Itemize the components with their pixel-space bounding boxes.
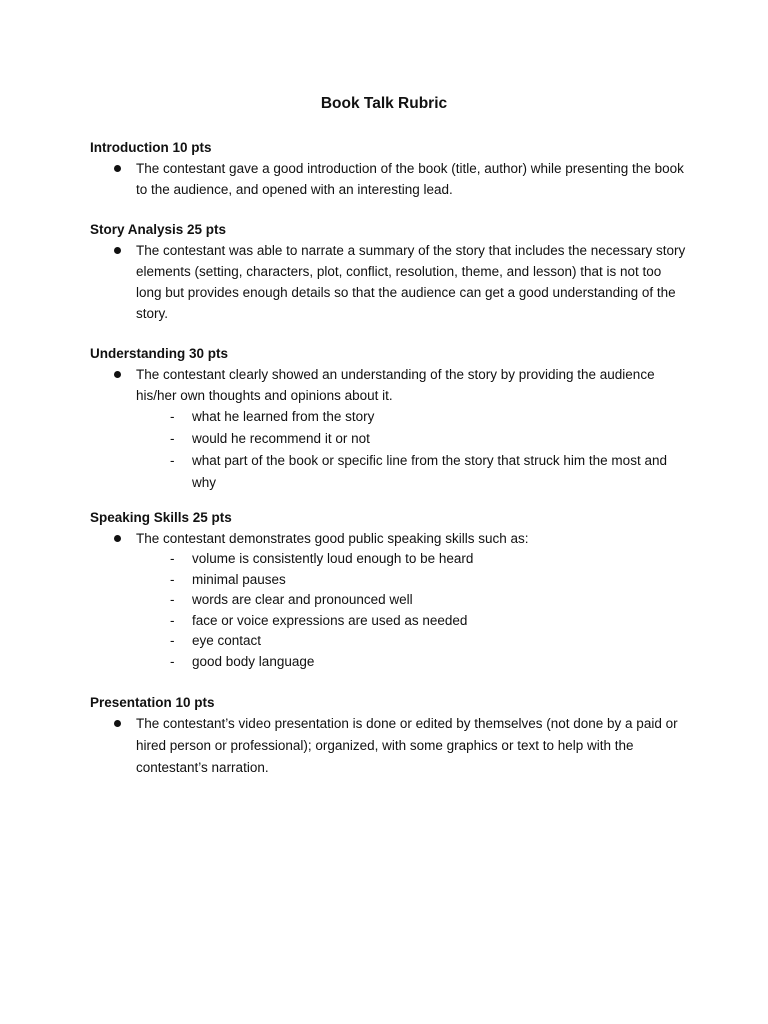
- section-bullet: [90, 528, 690, 549]
- bullet-text: The contestant was able to narrate a summary of the story that includes the necessary story elements (setting, characters, plot, conflict, resolution, theme, and lesson) that is not too long but provides enough details so that the audience can get a good understanding of the story.: [136, 243, 686, 321]
- dash-icon: -: [170, 612, 175, 628]
- dash-icon: -: [170, 409, 175, 424]
- sub-list: [90, 549, 690, 673]
- dash-icon: -: [170, 653, 175, 669]
- list-item: - would he recommend it or not: [90, 428, 690, 450]
- section-heading: Presentation 10 pts: [90, 695, 215, 710]
- dash-icon: -: [170, 571, 175, 587]
- section-bullet: [90, 364, 690, 406]
- dash-icon: -: [170, 453, 175, 468]
- list-item: - eye contact: [90, 631, 690, 652]
- section-heading: Introduction 10 pts: [90, 140, 212, 155]
- list-item: - minimal pauses: [90, 570, 690, 591]
- section-heading: Understanding 30 pts: [90, 346, 229, 361]
- section-bullet: [90, 713, 690, 779]
- dash-icon: -: [170, 431, 175, 446]
- section-heading: Story Analysis 25 pts: [90, 222, 227, 237]
- dash-icon: -: [170, 633, 175, 649]
- dash-icon: -: [170, 551, 175, 566]
- bullet-icon: [114, 720, 121, 727]
- section-understanding: [90, 344, 690, 494]
- section-presentation: [90, 693, 690, 779]
- section-speaking-skills: [90, 508, 690, 673]
- list-item: - words are clear and pronounced well: [90, 590, 690, 611]
- bullet-text: The contestant demonstrates good public speaking skills such as:: [136, 531, 529, 546]
- bullet-text: The contestant clearly showed an understanding of the story by providing the audience his/her own thoughts and opinions about it.: [136, 367, 655, 403]
- sub-list: [90, 406, 690, 494]
- list-item: - what he learned from the story: [90, 406, 690, 428]
- list-item: - good body language: [90, 652, 690, 673]
- section-story-analysis: [90, 220, 690, 324]
- bullet-icon: [114, 371, 121, 378]
- page-title: Book Talk Rubric: [320, 95, 448, 112]
- section-bullet: [90, 158, 690, 200]
- section-bullet: [90, 240, 690, 324]
- section-introduction: [90, 138, 690, 200]
- list-item: - face or voice expressions are used as needed: [90, 611, 690, 632]
- bullet-icon: [114, 535, 121, 542]
- dash-icon: -: [170, 592, 175, 608]
- bullet-text: The contestant’s video presentation is done or edited by themselves (not done by a paid or hired person or professional); organized, with some graphics or text to help with the contestant’s narration.: [136, 716, 678, 775]
- bullet-text: The contestant gave a good introduction of the book (title, author) while presenting the book to the audience, and opened with an interesting lead.: [136, 161, 684, 197]
- bullet-icon: [114, 165, 121, 172]
- list-item: - what part of the book or specific line from the story that struck him the most and why: [90, 450, 690, 494]
- section-heading: Speaking Skills 25 pts: [90, 510, 232, 525]
- bullet-icon: [114, 247, 121, 254]
- list-item: - volume is consistently loud enough to be heard: [90, 549, 690, 570]
